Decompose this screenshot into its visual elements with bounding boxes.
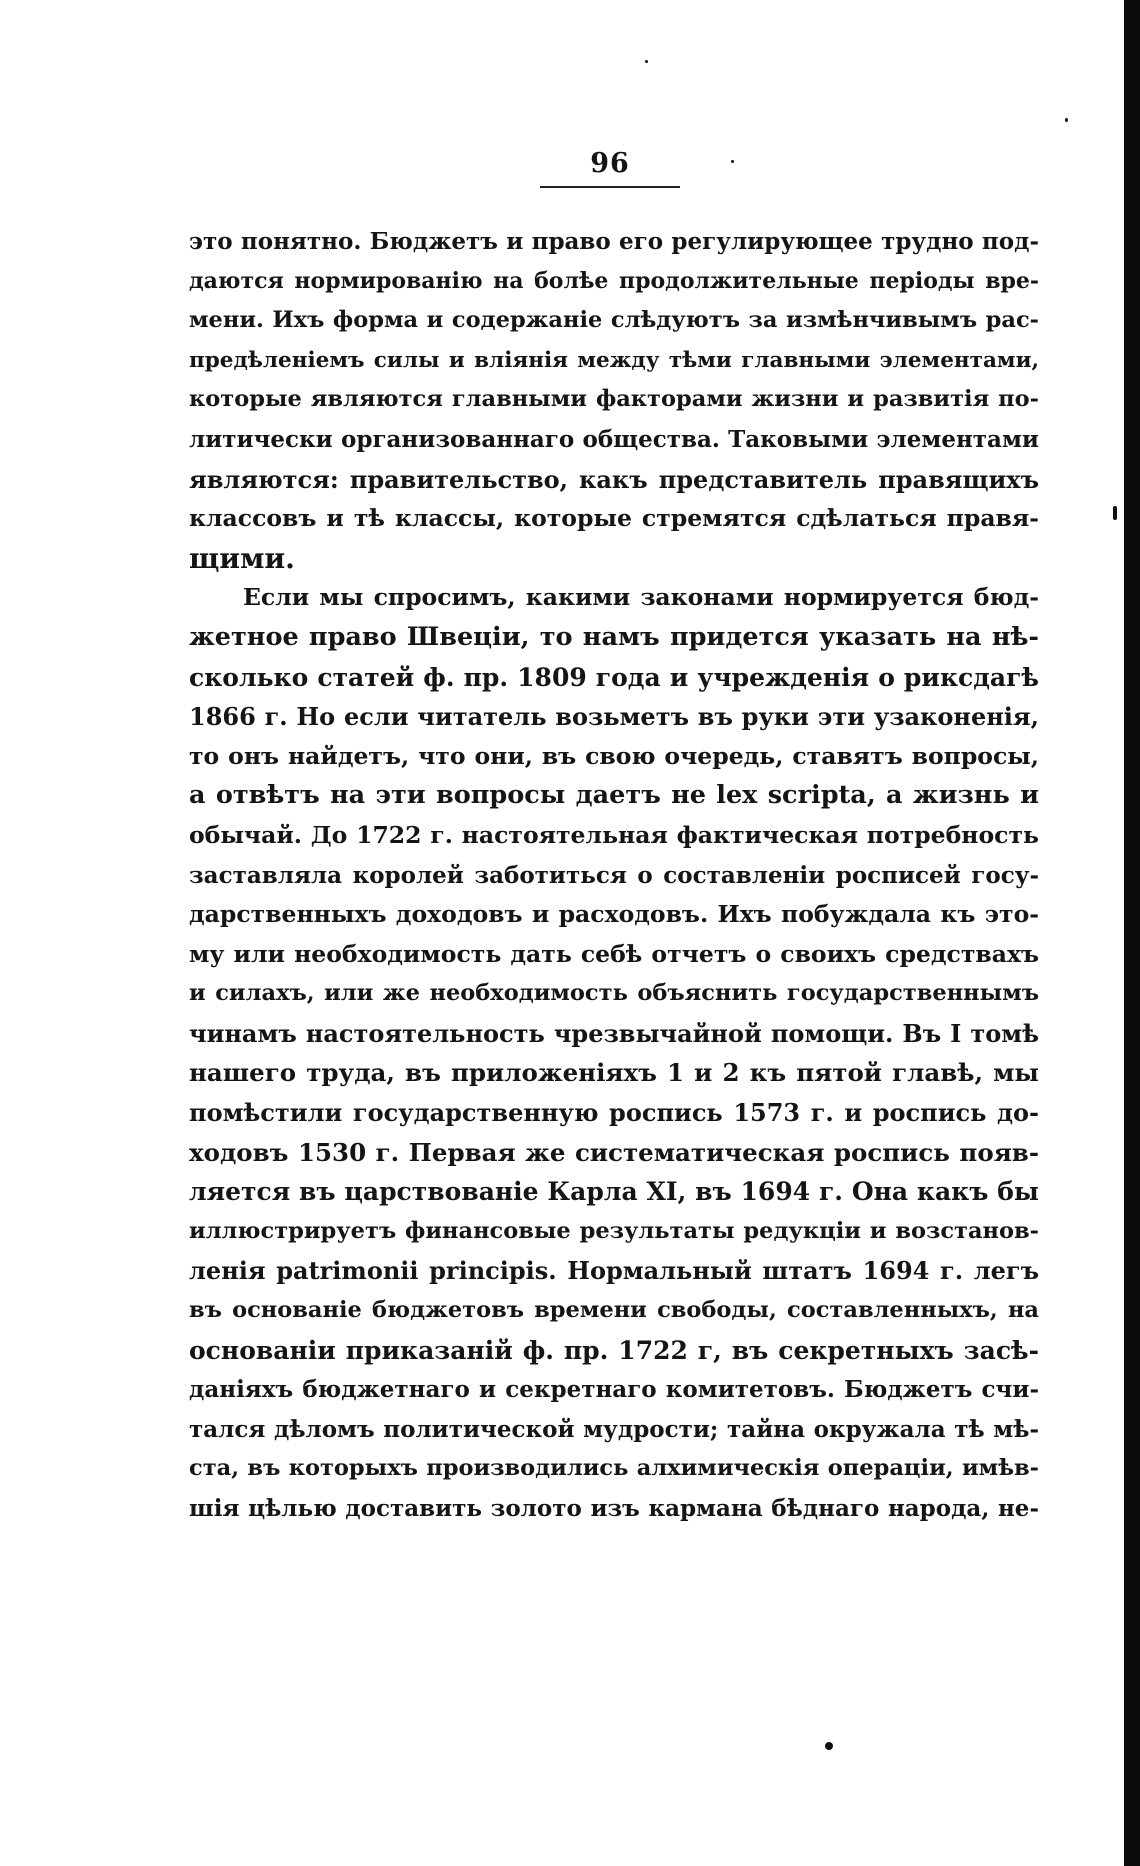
text-line: сколько статей ф. пр. 1809 года и учрежденія о риксдагѣ (189, 662, 1039, 692)
text-line: тался дѣломъ политической мудрости; тайна окружала тѣ мѣ- (189, 1415, 1039, 1443)
text-line: а отвѣтъ на эти вопросы даетъ не lex scripta, а жизнь и (189, 780, 1039, 811)
text-line: основаніи приказаній ф. пр. 1722 г, въ секретныхъ засѣ- (189, 1335, 1039, 1365)
text-line: являются: правительство, какъ представитель правящихъ (189, 464, 1039, 494)
page-number-rule (540, 186, 680, 188)
text-line: чинамъ настоятельность чрезвычайной помощи. Въ I томѣ (189, 1018, 1039, 1048)
text-line: ста, въ которыхъ производились алхимическія операціи, имѣв- (189, 1455, 1039, 1482)
text-line: которые являются главными факторами жизни и развитія по- (189, 386, 1039, 413)
text-line: иллюстрируетъ финансовые результаты редукціи и возстанов- (189, 1217, 1039, 1244)
text-line: мени. Ихъ форма и содержаніе слѣдуютъ за измѣнчивымъ рас- (189, 307, 1039, 334)
text-line: помѣстили государственную роспись 1573 г. и роспись до- (189, 1098, 1039, 1128)
text-line: даются нормированію на болѣе продолжительные періоды вре- (189, 267, 1039, 294)
text-line: ляется въ царствованіе Карла XI, въ 1694 г. Она какъ бы (189, 1177, 1039, 1207)
paragraph-2 (189, 578, 1039, 1528)
text-line: обычай. До 1722 г. настоятельная фактическая потребность (189, 820, 1039, 849)
body-text (189, 222, 1039, 1529)
text-line: дарственныхъ доходовъ и расходовъ. Ихъ побуждала къ это- (189, 900, 1039, 929)
text-line: даніяхъ бюджетнаго и секретнаго комитетовъ. Бюджетъ счи- (189, 1376, 1039, 1404)
scan-edge (1124, 0, 1140, 1866)
scan-speck (1065, 118, 1068, 122)
scan-speck (825, 1742, 833, 1750)
scan-speck (645, 60, 648, 63)
text-line: и силахъ, или же необходимость объяснить государственнымъ (189, 980, 1039, 1007)
text-line: му или необходимость дать себѣ отчетъ о своихъ средствахъ (189, 939, 1039, 968)
text-line: 1866 г. Но если читатель возьметъ въ руки эти узаконенія, (189, 702, 1039, 732)
text-line: это понятно. Бюджетъ и право его регулирующее трудно под- (189, 228, 1039, 255)
text-line: жетное право Швеціи, то намъ придется указать на нѣ- (189, 621, 1039, 652)
text-line: нашего труда, въ приложеніяхъ 1 и 2 къ пятой главѣ, мы (189, 1058, 1039, 1088)
text-line: ходовъ 1530 г. Первая же систематическая роспись появ- (189, 1137, 1039, 1167)
text-line: предѣленіемъ силы и вліянія между тѣми главными элементами, (189, 347, 1039, 373)
text-line: шія цѣлью доставить золото изъ кармана бѣднаго народа, не- (189, 1495, 1039, 1522)
paragraph-1 (189, 222, 1039, 578)
text-line: то онъ найдетъ, что они, въ свою очередь, ставятъ вопросы, (189, 741, 1039, 770)
scan-speck (1113, 506, 1117, 520)
text-line: ленія patrimonii principis. Нормальный штатъ 1694 г. легъ (189, 1256, 1039, 1286)
text-line: классовъ и тѣ классы, которые стремятся сдѣлаться правя- (189, 504, 1039, 533)
text-line: въ основаніе бюджетовъ времени свободы, составленныхъ, на (189, 1297, 1039, 1324)
scan-speck (731, 160, 734, 163)
page-number: 96 (590, 148, 630, 179)
text-line: заставляла королей заботиться о составленіи росписей госу- (189, 861, 1039, 889)
text-line: щими. (189, 541, 295, 575)
text-line: Если мы спросимъ, какими законами нормируется бюд- (243, 583, 1039, 612)
text-line: литически организованнаго общества. Таковыми элементами (189, 425, 1039, 453)
